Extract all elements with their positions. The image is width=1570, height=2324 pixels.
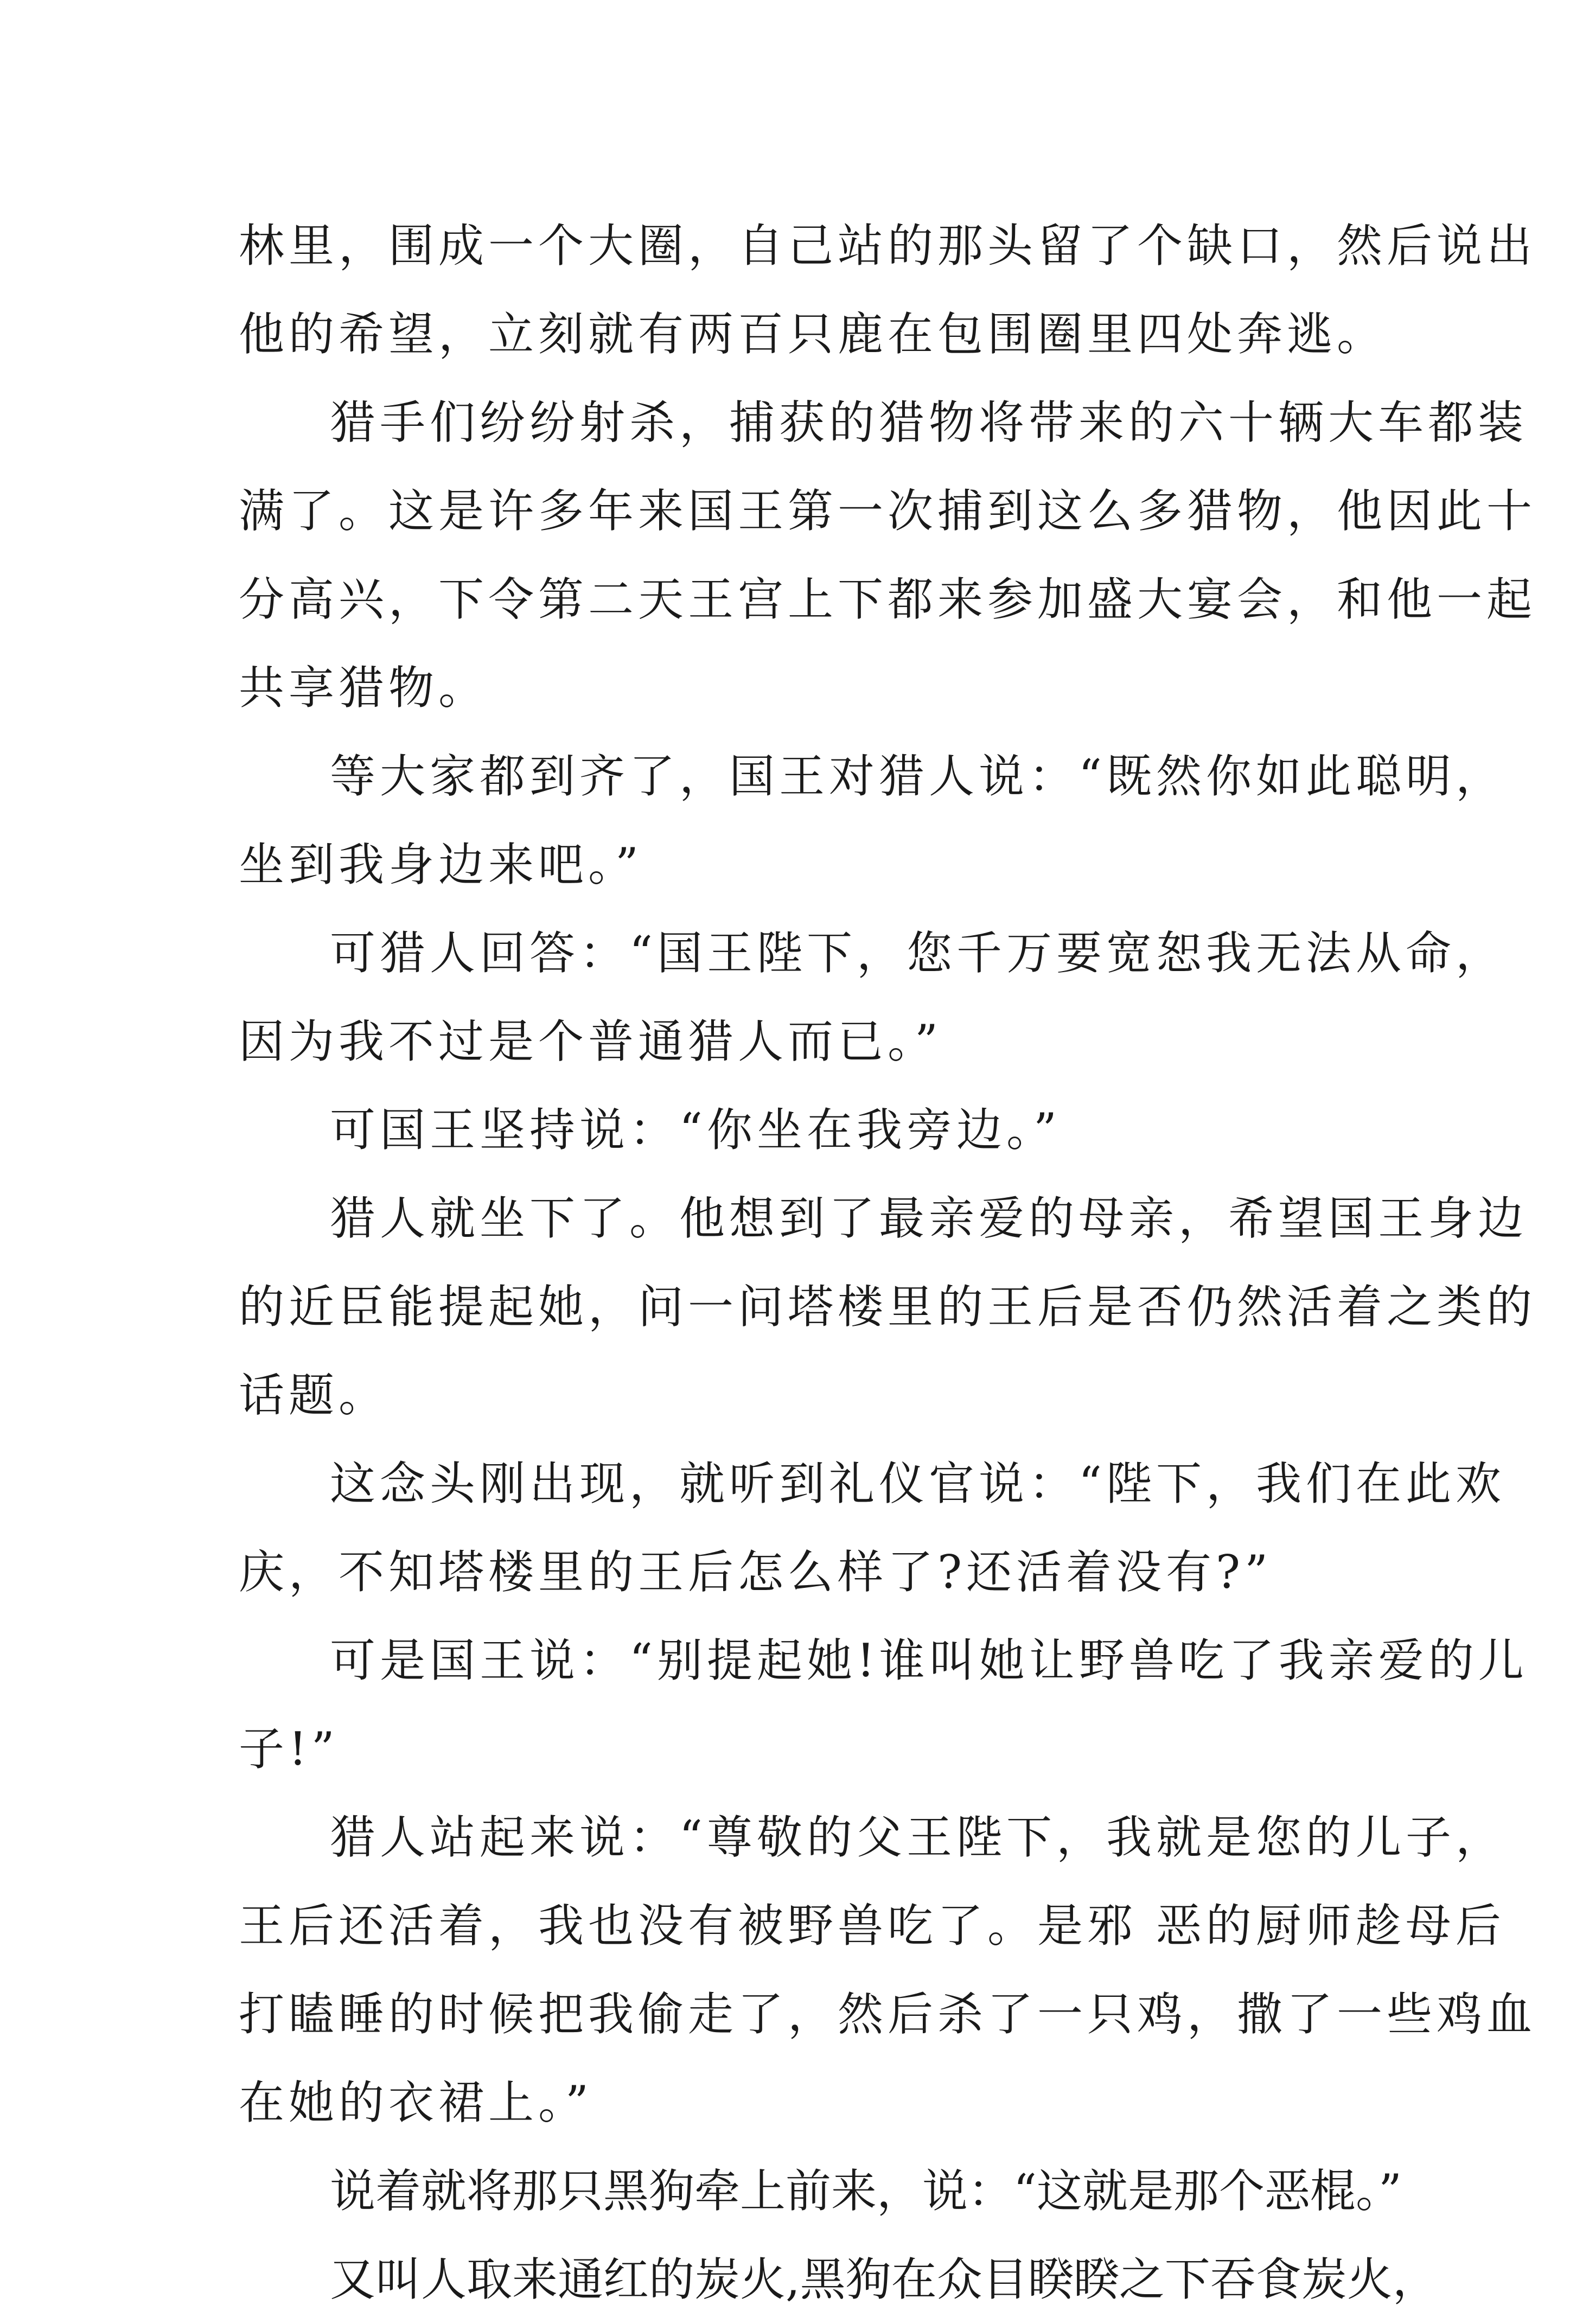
paragraph-first-line: 可猎人回答：“国王陛下，您千万要宽恕我无法从命， bbox=[330, 927, 1505, 980]
text-line: 在她的衣裙上。” bbox=[239, 2076, 593, 2129]
text-line: 因为我不过是个普通猎人而已。” bbox=[239, 1015, 942, 1068]
paragraph-first-line: 等大家都到齐了，国王对猎人说：“既然你如此聪明， bbox=[330, 750, 1505, 803]
text-line: 话题。 bbox=[239, 1369, 389, 1422]
paragraph-first-line: 猎手们纷纷射杀，捕获的猎物将带来的六十辆大车都装 bbox=[330, 396, 1528, 449]
paragraph-first-line: 可国王坚持说：“你坐在我旁边。” bbox=[330, 1103, 1061, 1157]
text-line: 庆，不知塔楼里的王后怎么样了?还活着没有?” bbox=[239, 1546, 1273, 1599]
body-text bbox=[239, 202, 1537, 2324]
paragraph-first-line: 猎人就坐下了。他想到了最亲爱的母亲，希望国王身边 bbox=[330, 1192, 1528, 1245]
text-line: 王后还活着，我也没有被野兽吃了。是邪 恶的厨师趁母后 bbox=[239, 1899, 1505, 1952]
text-line: 满了。这是许多年来国王第一次捕到这么多猎物，他因此十 bbox=[239, 484, 1537, 538]
text-line: 共享猎物。 bbox=[239, 661, 489, 714]
paragraph-first-line: 猎人站起来说：“尊敬的父王陛下，我就是您的儿子， bbox=[330, 1811, 1505, 1864]
text-line: 分高兴，下令第二天王宫上下都来参加盛大宴会，和他一起 bbox=[239, 573, 1537, 626]
text-line: 子!” bbox=[239, 1722, 339, 1776]
paragraph-first-line: 这念头刚出现，就听到礼仪官说：“陛下，我们在此欢 bbox=[330, 1457, 1505, 1510]
text-line: 打瞌睡的时候把我偷走了，然后杀了一只鸡，撒了一些鸡血 bbox=[239, 1988, 1537, 2041]
text-line: 林里，围成一个大圈，自己站的那头留了个缺口，然后说出 bbox=[239, 219, 1537, 272]
text-line: 他的希望，立刻就有两百只鹿在包围圈里四处奔逃。 bbox=[239, 308, 1387, 361]
text-line: 坐到我身边来吧。” bbox=[239, 838, 643, 891]
text-line: 的近臣能提起她，问一问塔楼里的王后是否仍然活着之类的 bbox=[239, 1280, 1537, 1333]
paragraph-first-line: 又叫人取来通红的炭火,黑狗在众目睽睽之下吞食炭火， bbox=[330, 2253, 1438, 2306]
paragraph-first-line: 可是国王说：“别提起她!谁叫她让野兽吃了我亲爱的儿 bbox=[330, 1634, 1528, 1687]
paragraph-first-line: 说着就将那只黑狗牵上前来，说：“这就是那个恶棍。” bbox=[330, 2165, 1402, 2218]
